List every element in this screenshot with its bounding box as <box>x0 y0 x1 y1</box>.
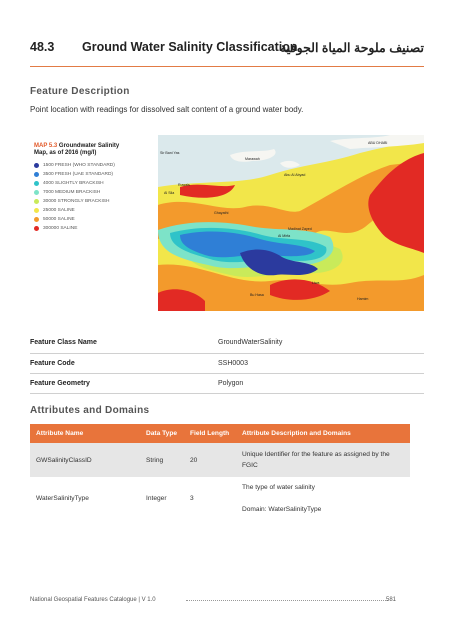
place-label: Al Mirfa <box>278 234 291 238</box>
attribute-name: WaterSalinityType <box>30 477 140 519</box>
legend-item <box>34 170 156 179</box>
section-title: Ground Water Salinity Classification <box>82 40 298 54</box>
legend-title <box>34 143 156 157</box>
property-row <box>30 333 424 353</box>
map-subtitle: Map, as of 2016 (mg/l) <box>34 150 97 156</box>
column-header: Data Type <box>140 424 184 443</box>
legend-swatch <box>34 190 39 195</box>
place-label: Abu Al Abyad <box>284 173 306 177</box>
place-label: Bu Hasa <box>250 293 264 297</box>
column-header: Field Length <box>184 424 236 443</box>
attribute-length: 3 <box>184 477 236 519</box>
place-label: Sir Bani Yas <box>160 151 180 155</box>
column-header: Attribute Description and Domains <box>236 424 410 443</box>
legend-label: 30000 STRONGLY BRACKISH <box>43 199 110 204</box>
place-label: Marawah <box>245 157 260 161</box>
place-label: Hamim <box>357 297 369 301</box>
attributes-table <box>30 424 410 519</box>
column-header: Attribute Name <box>30 424 140 443</box>
place-label: Liwa <box>312 281 320 285</box>
footer-dot-leader <box>186 600 388 601</box>
place-label: Ruwais <box>178 183 190 187</box>
attributes-header-row <box>30 424 410 443</box>
description-line: FGIC <box>242 462 258 469</box>
section-number: 48.3 <box>30 40 55 54</box>
legend-label: 1500 FRESH (WHO STANDARD) <box>43 163 115 168</box>
attribute-length: 20 <box>184 443 236 477</box>
legend-item <box>34 161 156 170</box>
property-value: Polygon <box>218 373 424 393</box>
place-label: Al Sila <box>164 191 175 195</box>
property-row <box>30 373 424 393</box>
legend-swatch <box>34 217 39 222</box>
property-value: SSH0003 <box>218 353 424 373</box>
legend-swatch <box>34 181 39 186</box>
place-label: Madinat Zayed <box>288 227 312 231</box>
legend-swatch <box>34 163 39 168</box>
legend-label: 7000 MEDIUM BRACKISH <box>43 190 101 195</box>
feature-description-heading: Feature Description <box>30 86 130 97</box>
attribute-type: String <box>140 443 184 477</box>
attribute-description <box>236 443 410 477</box>
property-key: Feature Code <box>30 353 218 373</box>
table-row <box>30 443 410 477</box>
description-line: Unique Identifier for the feature as assigned by the <box>242 451 390 458</box>
legend-item <box>34 224 156 233</box>
feature-description-text: Point location with readings for dissolved salt content of a ground water body. <box>30 105 304 114</box>
section-title-arabic: تصنيف ملوحة المياة الجوفية <box>280 41 424 55</box>
attribute-name: GWSalinityClassID <box>30 443 140 477</box>
map-legend <box>34 143 156 233</box>
legend-label: 50000 SALINE <box>43 217 75 222</box>
map-title: Groundwater Salinity <box>58 143 120 149</box>
legend-swatch <box>34 226 39 231</box>
property-key: Feature Geometry <box>30 373 218 393</box>
page-number: 581 <box>385 597 396 603</box>
section-header <box>30 40 424 64</box>
legend-swatch <box>34 199 39 204</box>
attribute-type: Integer <box>140 477 184 519</box>
property-value: GroundWaterSalinity <box>218 333 424 353</box>
place-label: ABU DHABI <box>368 141 388 145</box>
property-key: Feature Class Name <box>30 333 218 353</box>
legend-swatch <box>34 172 39 177</box>
legend-label: 4000 SLIGHTLY BRACKISH <box>43 181 104 186</box>
attributes-heading: Attributes and Domains <box>30 405 150 416</box>
legend-label: 3500 FRESH (UAE STANDARD) <box>43 172 114 177</box>
header-divider <box>30 66 424 67</box>
legend-label: 25000 SALINE <box>43 208 75 213</box>
description-line: The type of water salinity <box>242 483 315 491</box>
attribute-description <box>236 477 410 519</box>
description-line: Domain: WaterSalinityType <box>242 505 322 513</box>
legend-label: 300000 SALINE <box>43 226 78 231</box>
feature-properties-table <box>30 333 424 394</box>
legend-item <box>34 179 156 188</box>
place-label: Ghayathi <box>214 211 229 215</box>
legend-list <box>34 161 156 233</box>
map-number: MAP 5.3 <box>34 143 58 149</box>
legend-item <box>34 206 156 215</box>
property-row <box>30 353 424 373</box>
salinity-map <box>30 135 424 311</box>
legend-item <box>34 215 156 224</box>
footer-publication: National Geospatial Features Catalogue | V 1.0 <box>30 597 156 603</box>
legend-item <box>34 188 156 197</box>
legend-swatch <box>34 208 39 213</box>
legend-item <box>34 197 156 206</box>
table-row <box>30 477 410 519</box>
